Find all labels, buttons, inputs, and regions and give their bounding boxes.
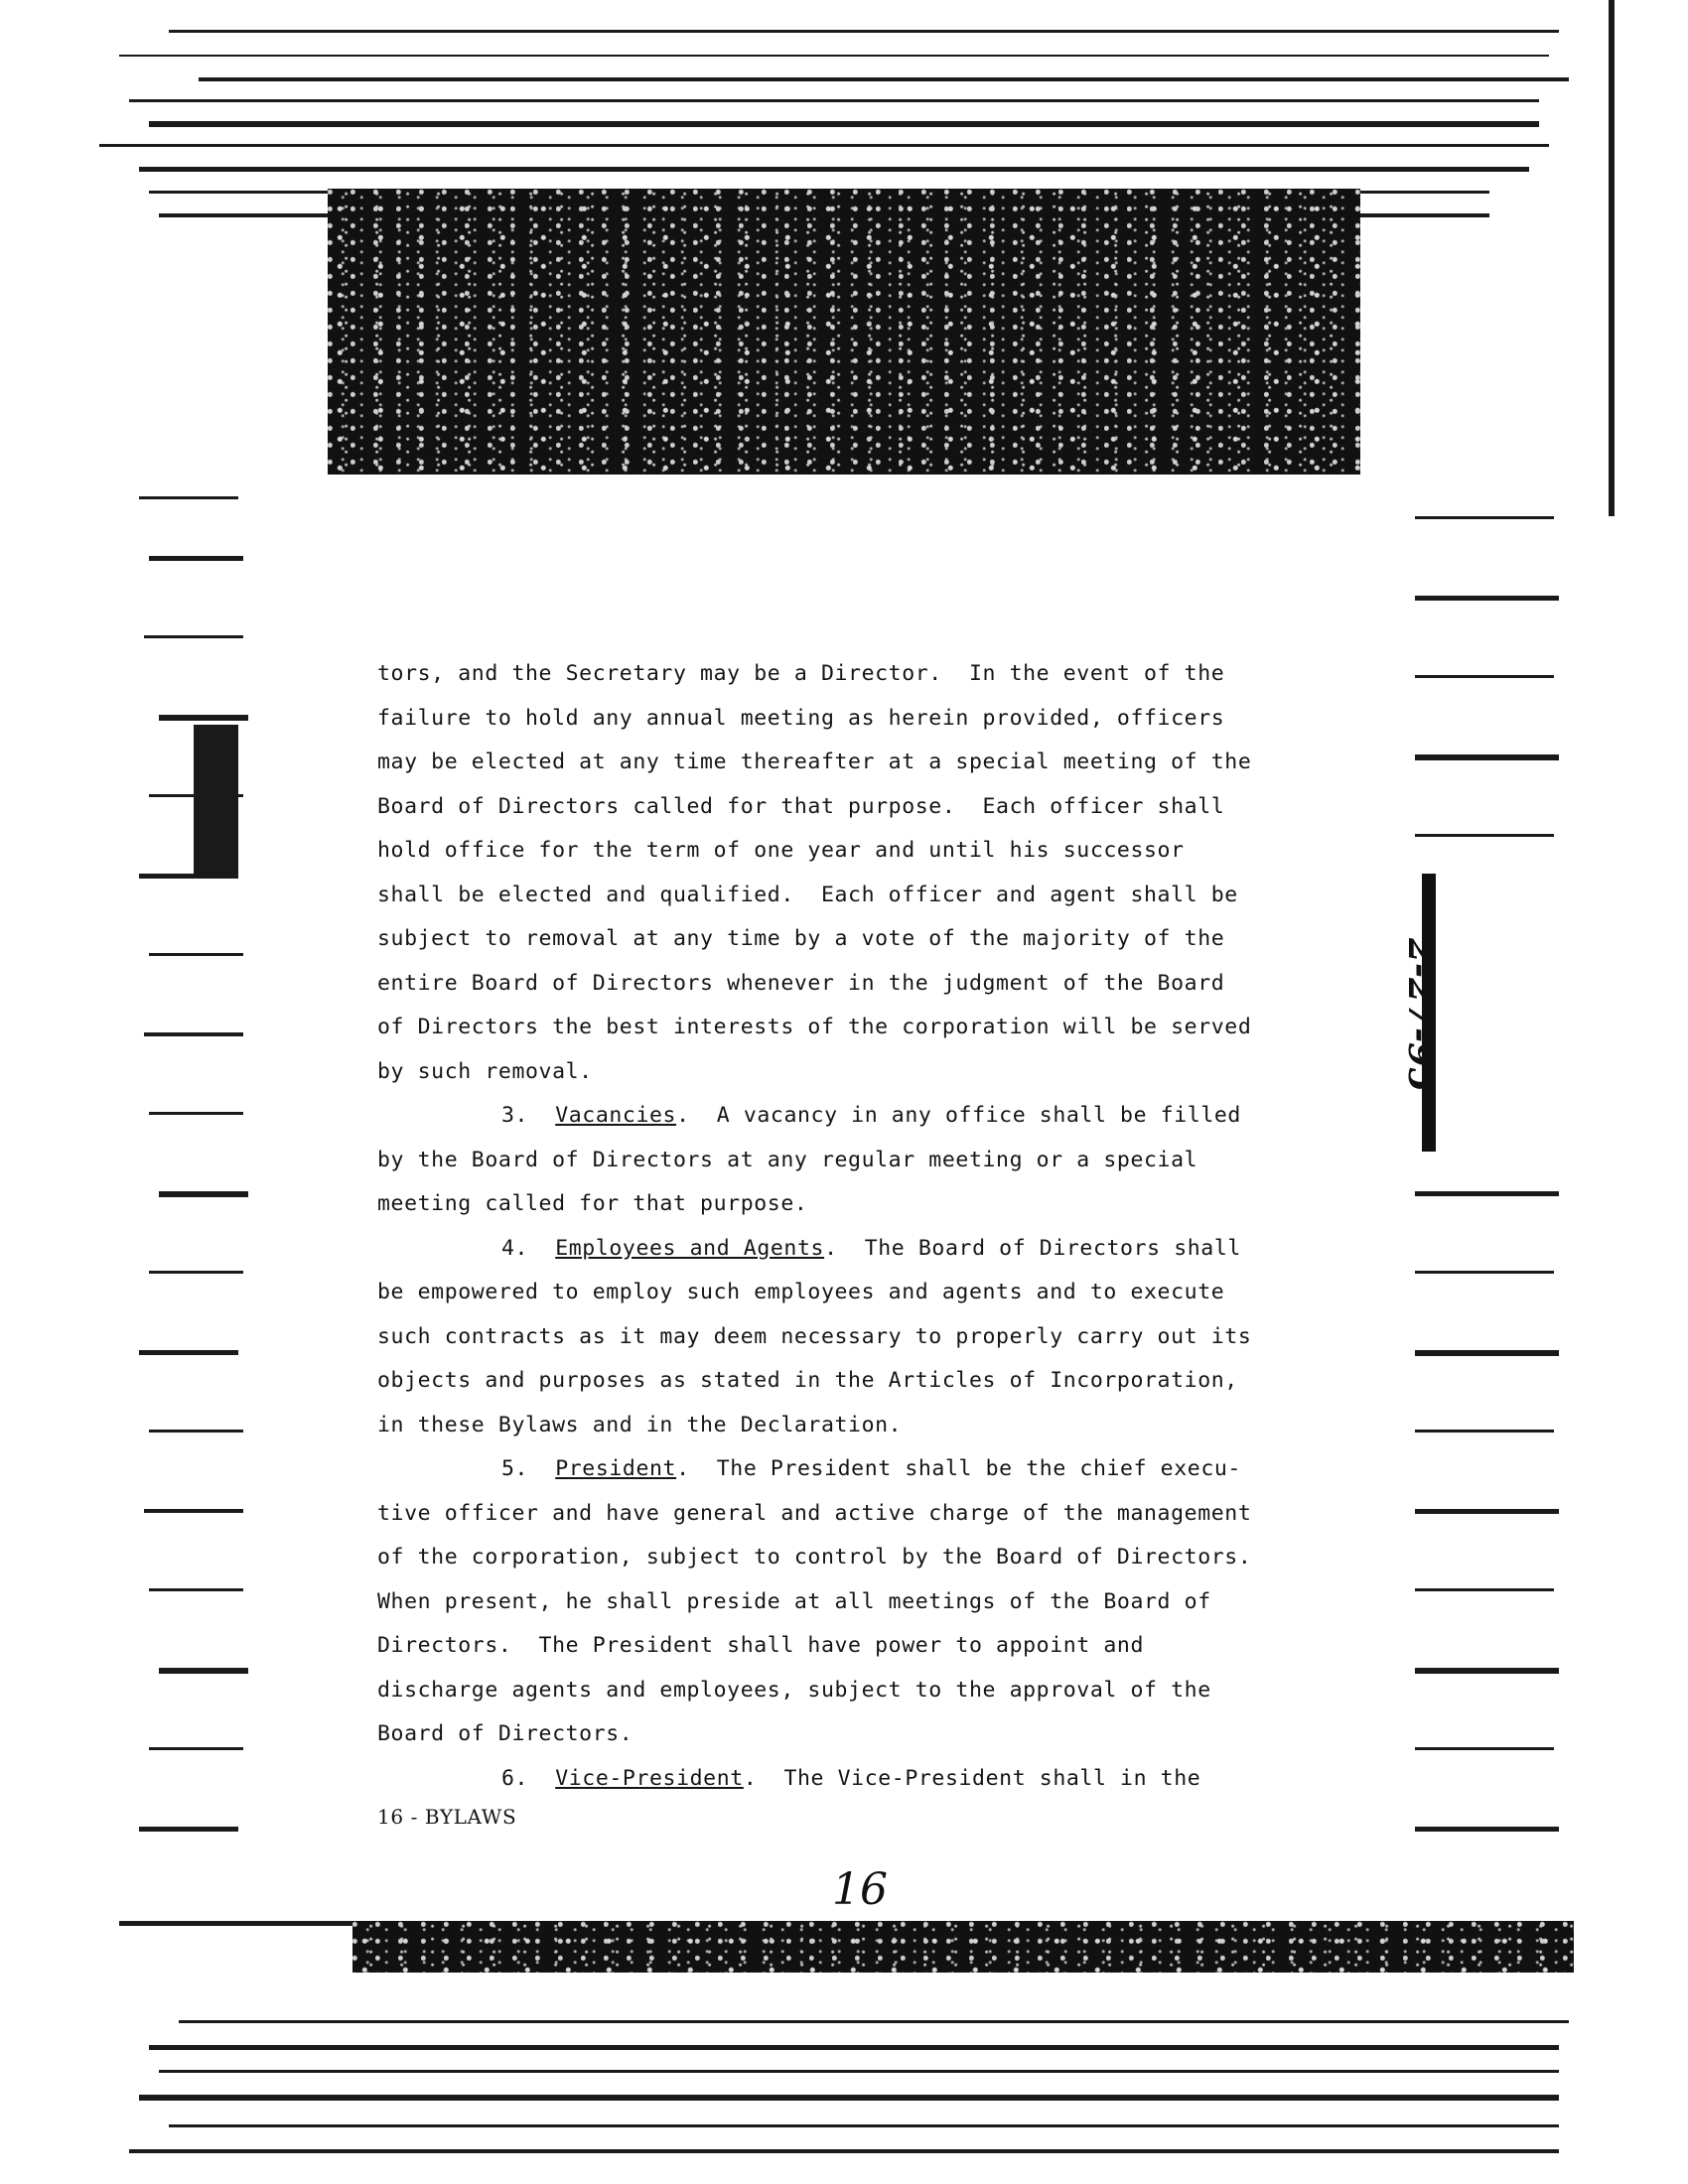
text-line: be empowered to employ such employees and agents and to execute	[377, 1280, 1225, 1304]
section-heading: President	[555, 1456, 677, 1481]
text-fragment: . The President shall be the chief execu-	[676, 1456, 1241, 1481]
text-line: may be elected at any time thereafter at a special meeting of the	[377, 750, 1252, 774]
section-number: 4.	[501, 1235, 529, 1261]
section-6-heading-line	[377, 1757, 1291, 1802]
text-line: in these Bylaws and in the Declaration.	[377, 1412, 903, 1437]
text-line: discharge agents and employees, subject to the approval of the	[377, 1677, 1211, 1703]
text-line: tive officer and have general and active charge of the management	[377, 1500, 1252, 1526]
text-line: Board of Directors.	[377, 1721, 633, 1746]
text-line: Directors. The President shall have power to appoint and	[377, 1633, 1145, 1658]
section-heading: Vice-President	[555, 1765, 744, 1791]
text-line: Board of Directors called for that purpose. Each officer shall	[377, 793, 1225, 819]
text-line: meeting called for that purpose.	[377, 1191, 808, 1216]
text-line: by the Board of Directors at any regular meeting or a special	[377, 1147, 1198, 1172]
text-fragment: . A vacancy in any office shall be filled	[676, 1103, 1241, 1128]
page-footer: 16 - BYLAWS	[377, 1805, 517, 1829]
text-line: shall be elected and qualified. Each officer and agent shall be	[377, 882, 1238, 907]
text-line: of Directors the best interests of the corporation will be served	[377, 1015, 1252, 1039]
text-line: entire Board of Directors whenever in the judgment of the Board	[377, 970, 1225, 996]
text-fragment: . The Vice-President shall in the	[743, 1765, 1201, 1791]
section-heading: Employees and Agents	[555, 1235, 825, 1261]
text-fragment: . The Board of Directors shall	[824, 1235, 1241, 1261]
section-number: 3.	[501, 1103, 529, 1128]
text-line: tors, and the Secretary may be a Director. In the event of the	[377, 661, 1225, 686]
text-line: failure to hold any annual meeting as herein provided, officers	[377, 705, 1225, 731]
text-line: such contracts as it may deem necessary to properly carry out its	[377, 1323, 1252, 1349]
body-text	[377, 652, 1291, 1801]
section-heading: Vacancies	[555, 1103, 677, 1128]
text-line: When present, he shall preside at all meetings of the Board of	[377, 1588, 1211, 1614]
text-line: objects and purposes as stated in the Articles of Incorporation,	[377, 1368, 1238, 1393]
text-line: by such removal.	[377, 1058, 593, 1084]
section-4-heading-line	[377, 1227, 1291, 1272]
section-number: 5.	[501, 1456, 529, 1481]
section-number: 6.	[501, 1765, 529, 1791]
section-5-heading-line	[377, 1447, 1291, 1492]
text-line: hold office for the term of one year and until his successor	[377, 838, 1185, 863]
handwritten-page-number: 16	[832, 1864, 888, 1915]
text-line: subject to removal at any time by a vote of the majority of the	[377, 926, 1225, 951]
section-3-heading-line	[377, 1094, 1291, 1139]
margin-date-stamp: 2-27-95	[1400, 938, 1442, 1093]
text-line: of the corporation, subject to control by the Board of Directors.	[377, 1545, 1252, 1570]
